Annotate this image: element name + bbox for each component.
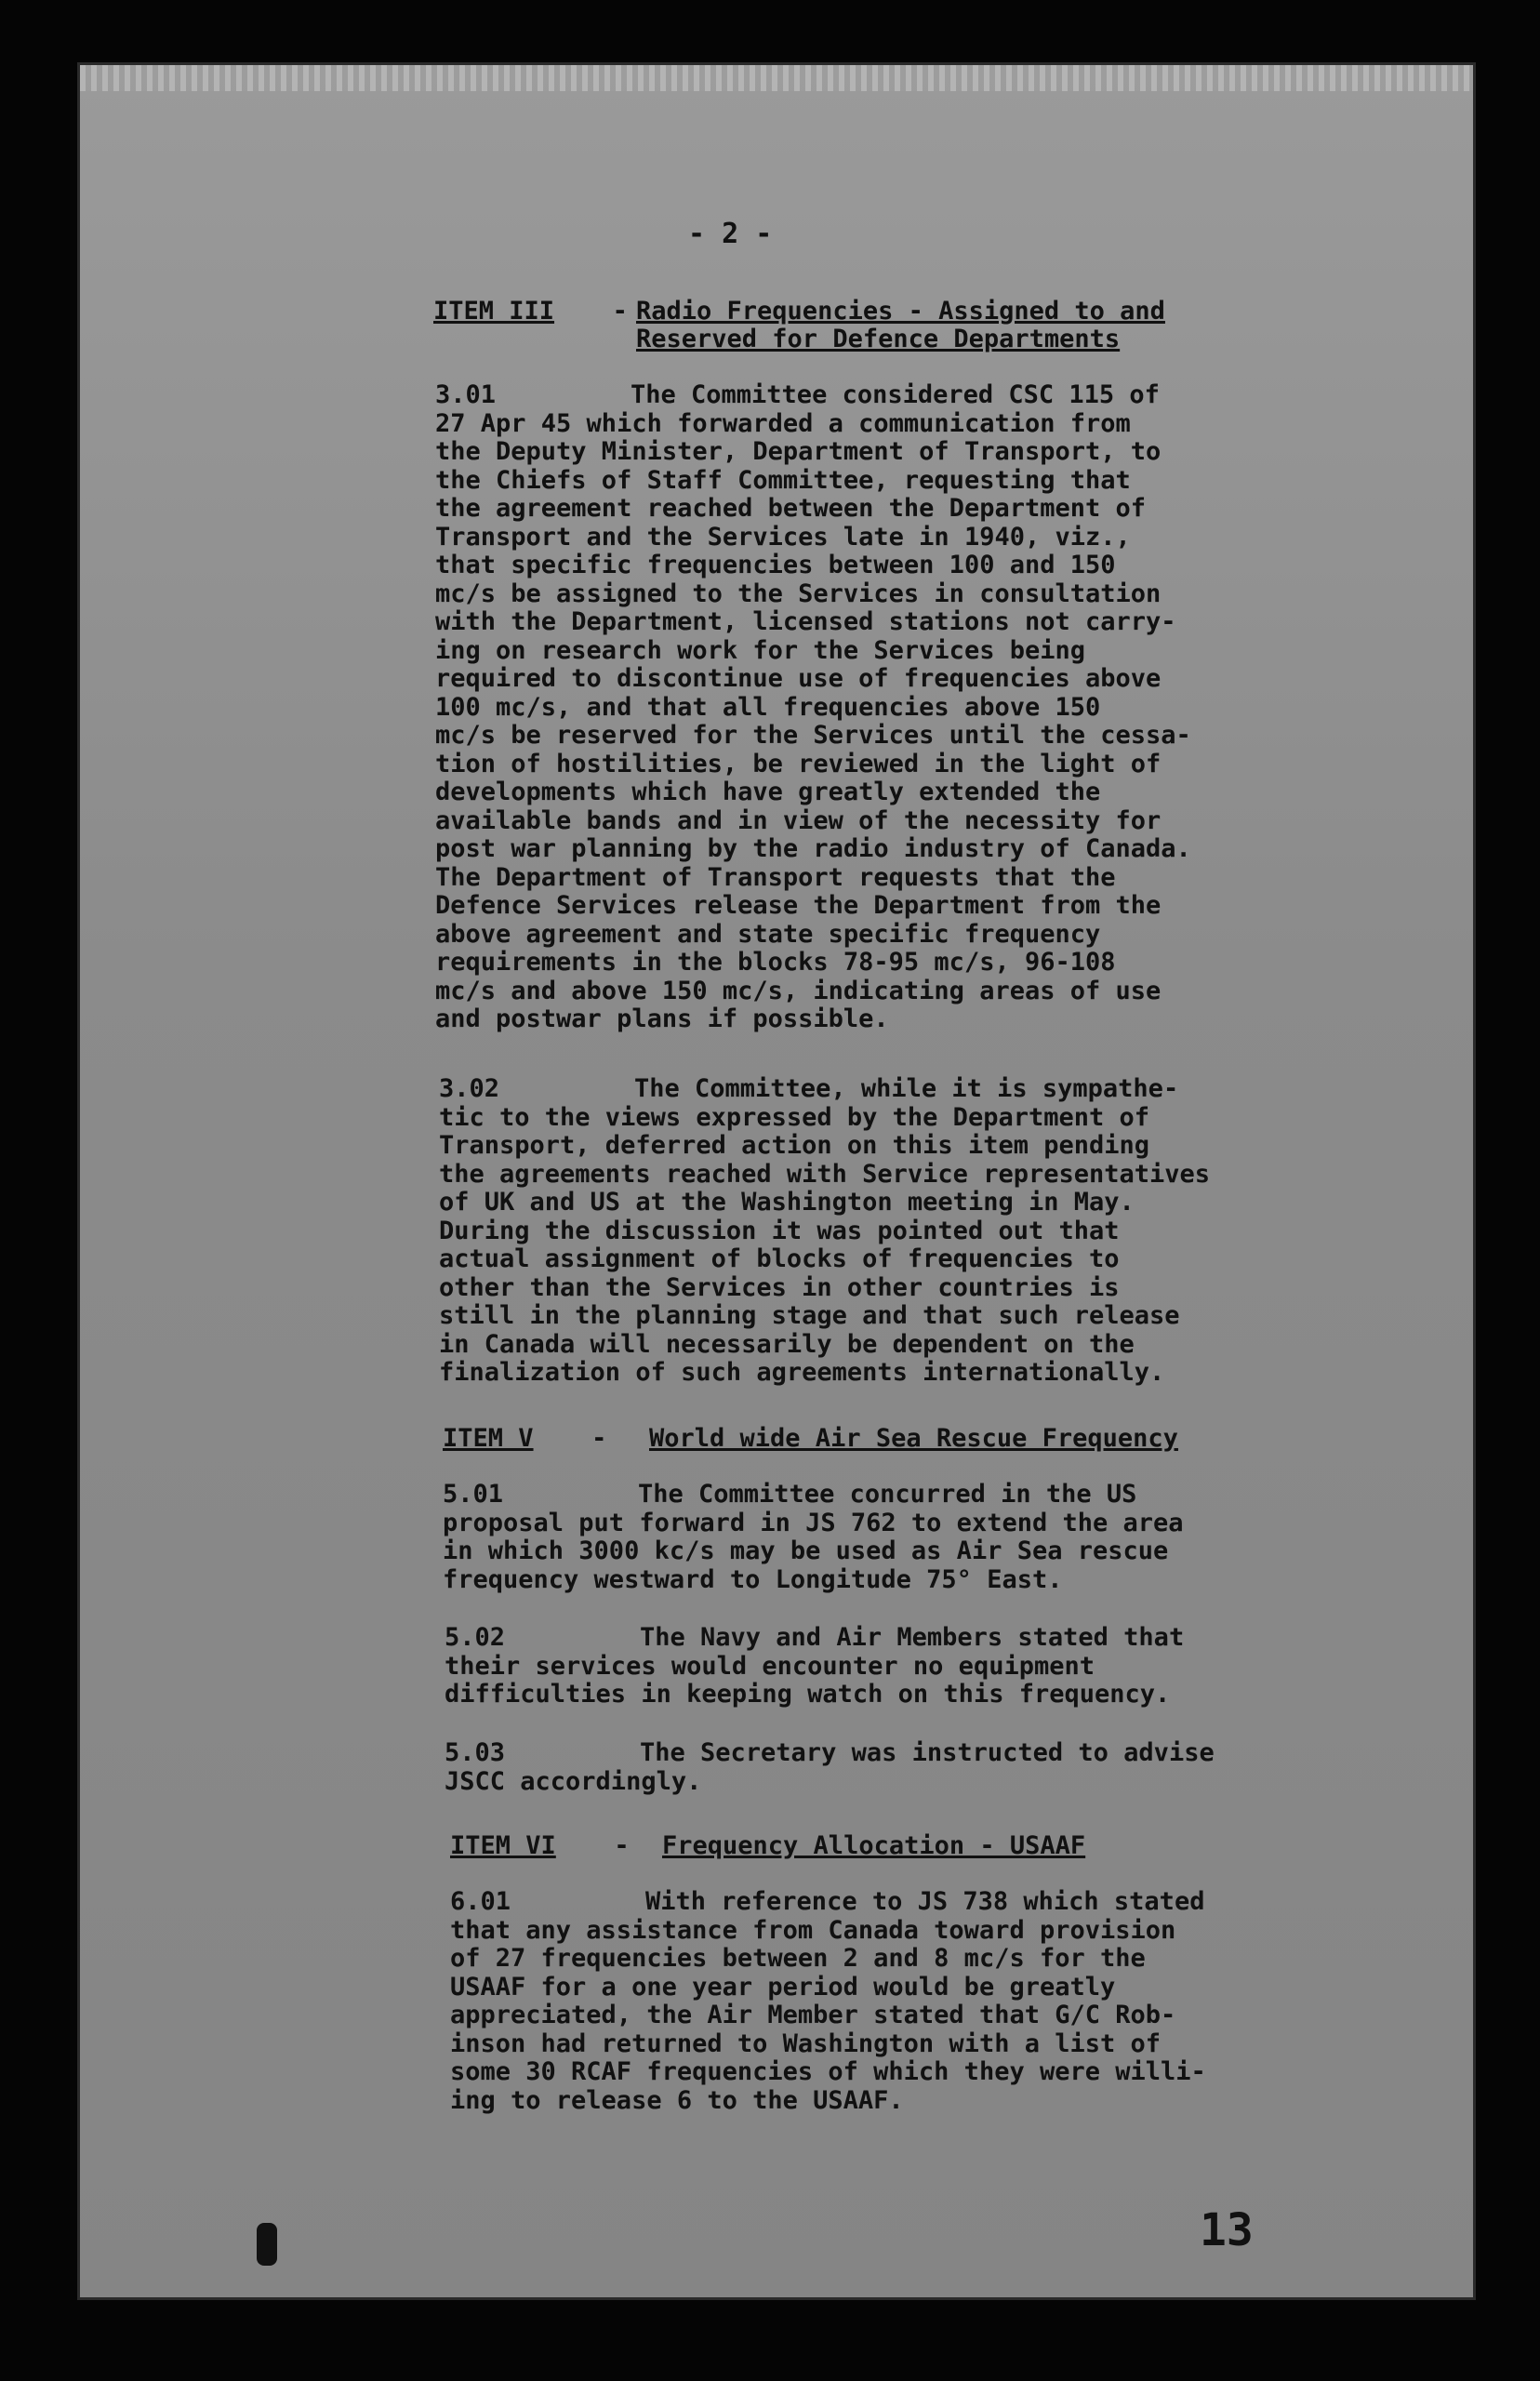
para-line: that specific frequencies between 100 and 150 — [435, 551, 1116, 579]
para-line: 27 Apr 45 which forwarded a communication from — [435, 408, 1131, 438]
para-line: Transport, deferred action on this item pending — [439, 1131, 1150, 1160]
para-line: The Department of Transport requests that the — [435, 862, 1116, 892]
para-line: required to discontinue use of frequencies above — [435, 664, 1162, 693]
para-number: 5.02 — [445, 1623, 506, 1652]
item-iii-heading — [433, 298, 628, 326]
para-line: frequency westward to Longitude 75° East. — [443, 1564, 1063, 1594]
para-line: that any assistance from Canada toward provision — [450, 1915, 1176, 1945]
para-line: of 27 frequencies between 2 and 8 mc/s for the — [450, 1944, 1146, 1973]
para-line: Transport and the Services late in 1940, viz., — [435, 522, 1131, 552]
para-line: USAAF for a one year period would be greatly — [450, 1972, 1116, 2002]
item-iii-dash: - — [612, 297, 628, 326]
para-line: The Committee concurred in the US — [638, 1480, 1137, 1509]
para-line: inson had returned to Washington with a list of — [450, 2029, 1162, 2058]
item-iii-label: ITEM III — [433, 297, 555, 326]
item-v-title — [649, 1425, 1178, 1453]
para-number: 5.03 — [445, 1738, 506, 1767]
para-number: 3.01 — [435, 380, 497, 409]
item-vi-dash: - — [614, 1831, 630, 1860]
para-line: appreciated, the Air Member stated that G/C Rob- — [450, 2001, 1176, 2029]
para-line: in which 3000 kc/s may be used as Air Sea rescue — [443, 1536, 1169, 1565]
item-v-heading — [443, 1425, 606, 1453]
para-line: proposal put forward in JS 762 to extend the area — [443, 1508, 1184, 1537]
para-line: their services would encounter no equipment — [445, 1651, 1095, 1681]
para-line: The Committee, while it is sympathe- — [634, 1074, 1179, 1103]
para-line: mc/s be assigned to the Services in consultation — [435, 579, 1162, 608]
para-line: above agreement and state specific frequency — [435, 919, 1101, 949]
para-line: difficulties in keeping watch on this frequency. — [445, 1680, 1171, 1709]
para-line: of UK and US at the Washington meeting in May. — [439, 1188, 1135, 1217]
item-v-label: ITEM V — [443, 1424, 534, 1453]
para-line: in Canada will necessarily be dependent on the — [439, 1329, 1135, 1359]
para-number: 6.01 — [450, 1887, 511, 1916]
page-number: - 2 - — [688, 218, 773, 250]
item-vi-title — [662, 1832, 1085, 1860]
para-line: finalization of such agreements internationally. — [439, 1358, 1165, 1387]
paragraph-3-01 — [435, 381, 1365, 1034]
para-line: tion of hostilities, be reviewed in the light of — [435, 749, 1162, 778]
para-line: ing to release 6 to the USAAF. — [450, 2085, 904, 2115]
binding-hole-mark — [257, 2223, 277, 2266]
para-line: requirements in the blocks 78-95 mc/s, 96-108 — [435, 948, 1116, 977]
para-line: mc/s and above 150 mc/s, indicating areas of use — [435, 976, 1162, 1005]
item-vi-heading — [450, 1832, 630, 1860]
para-line: with the Department, licensed stations not carry- — [435, 607, 1176, 636]
para-line: the Chiefs of Staff Committee, requesting that — [435, 465, 1131, 495]
para-line: The Navy and Air Members stated that — [640, 1623, 1185, 1652]
document-page — [80, 65, 1473, 2297]
handwritten-page-mark: 13 — [1200, 2204, 1254, 2256]
para-line: tic to the views expressed by the Department of — [439, 1102, 1150, 1132]
para-line: The Secretary was instructed to advise — [640, 1738, 1215, 1767]
para-line: mc/s be reserved for the Services until the cessa- — [435, 721, 1191, 750]
para-line: The Committee considered CSC 115 of — [631, 380, 1160, 409]
item-iii-title-line1: Radio Frequencies - Assigned to and — [636, 297, 1165, 326]
para-line: During the discussion it was pointed out that — [439, 1216, 1120, 1245]
item-v-title-text: World wide Air Sea Rescue Frequency — [649, 1424, 1178, 1453]
para-line: the agreements reached with Service representatives — [439, 1159, 1211, 1189]
para-number: 5.01 — [443, 1480, 504, 1509]
para-line: actual assignment of blocks of frequencies to — [439, 1244, 1120, 1273]
paragraph-5-02 — [445, 1624, 1374, 1709]
para-number: 3.02 — [439, 1074, 500, 1103]
para-line: other than the Services in other countries is — [439, 1272, 1120, 1302]
item-iii-title — [636, 298, 1165, 353]
item-v-dash: - — [591, 1424, 607, 1453]
paragraph-3-02 — [439, 1075, 1369, 1388]
para-line: the Deputy Minister, Department of Transport, to — [435, 437, 1162, 466]
para-line: developments which have greatly extended the — [435, 778, 1101, 806]
para-line: ing on research work for the Services being — [435, 635, 1085, 665]
item-vi-title-text: Frequency Allocation - USAAF — [662, 1831, 1086, 1860]
para-line: still in the planning stage and that such release — [439, 1301, 1180, 1330]
item-vi-label: ITEM VI — [450, 1831, 556, 1860]
paragraph-6-01 — [450, 1888, 1380, 2115]
para-line: With reference to JS 738 which stated — [645, 1887, 1205, 1916]
para-line: some 30 RCAF frequencies of which they were willi- — [450, 2057, 1206, 2086]
para-line: the agreement reached between the Department of — [435, 494, 1147, 523]
para-line: 100 mc/s, and that all frequencies above 150 — [435, 692, 1101, 722]
para-line: and postwar plans if possible. — [435, 1004, 889, 1033]
para-line: Defence Services release the Department from the — [435, 891, 1162, 920]
paragraph-5-01 — [443, 1481, 1373, 1594]
item-iii-title-line2: Reserved for Defence Departments — [636, 325, 1121, 353]
para-line: JSCC accordingly. — [445, 1766, 702, 1796]
para-line: available bands and in view of the necessity for — [435, 805, 1162, 835]
para-line: post war planning by the radio industry of Canada. — [435, 834, 1191, 863]
paragraph-5-03 — [445, 1739, 1374, 1796]
